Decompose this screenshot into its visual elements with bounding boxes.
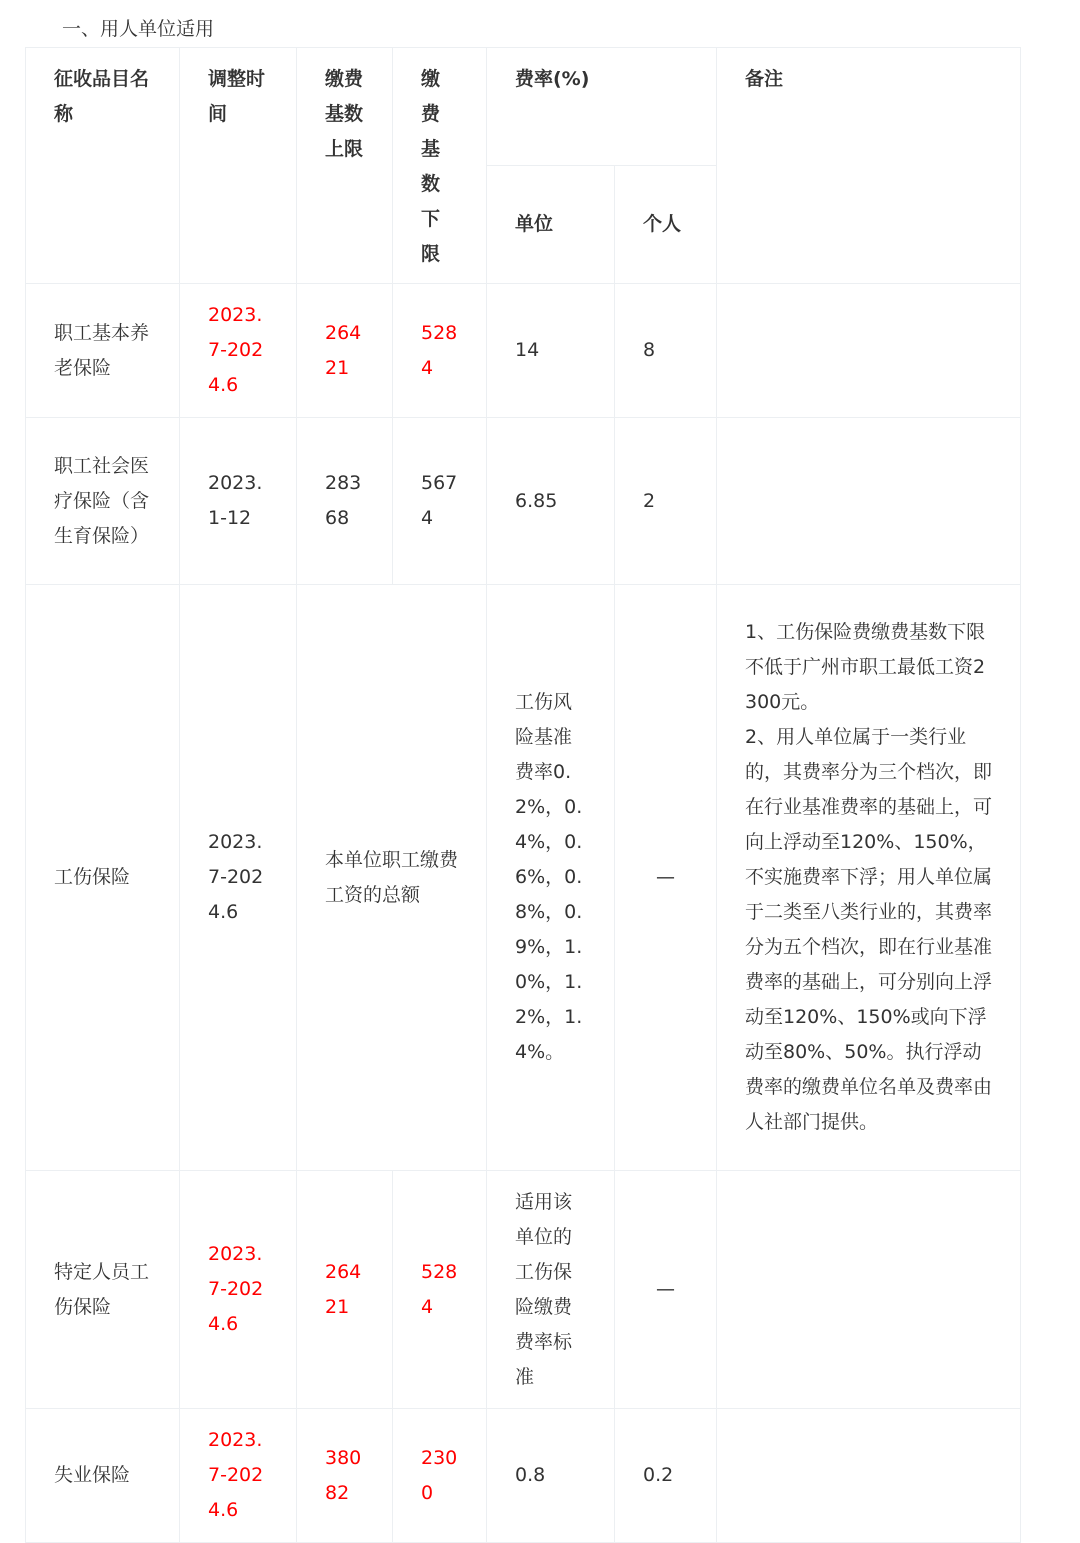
header-base-lower: 缴费基数下限 [393, 48, 487, 284]
header-base-upper: 缴费基数上限 [297, 48, 393, 284]
unit-rate: 0.8 [487, 1409, 615, 1543]
personal-rate: 2 [615, 418, 717, 585]
adjust-time: 2023.7-2024.6 [180, 1171, 297, 1409]
unit-rate: 14 [487, 284, 615, 418]
table-row [26, 284, 1021, 418]
header-item-name: 征收品目名称 [26, 48, 180, 284]
header-adjust-time: 调整时间 [180, 48, 297, 284]
remark [717, 1409, 1021, 1543]
remark [717, 1171, 1021, 1409]
table-row [26, 585, 1021, 1171]
header-rate-personal: 个人 [615, 166, 717, 284]
table-row [26, 1409, 1021, 1543]
personal-rate: — [615, 1171, 717, 1409]
remark [717, 418, 1021, 585]
remark [717, 284, 1021, 418]
section-title: 一、用人单位适用 [62, 18, 215, 40]
base-upper: 38082 [297, 1409, 393, 1543]
unit-rate: 适用该单位的工伤保险缴费费率标准 [487, 1171, 615, 1409]
unit-rate: 工伤风险基准费率0.2%，0.4%，0.6%，0.8%，0.9%，1.0%，1.2%，1.4%。 [487, 585, 615, 1171]
table-row [26, 418, 1021, 585]
adjust-time: 2023.7-2024.6 [180, 284, 297, 418]
base-upper: 26421 [297, 1171, 393, 1409]
base-lower: 2300 [393, 1409, 487, 1543]
base-upper: 26421 [297, 284, 393, 418]
contribution-base: 本单位职工缴费工资的总额 [297, 585, 487, 1171]
header-remark: 备注 [717, 48, 1021, 284]
table-row [26, 1171, 1021, 1409]
personal-rate: — [615, 585, 717, 1171]
contribution-table [25, 47, 1021, 1543]
base-lower: 5674 [393, 418, 487, 585]
remark [717, 585, 1021, 1171]
base-upper: 28368 [297, 418, 393, 585]
item-name: 职工社会医疗保险（含生育保险） [26, 418, 180, 585]
remark-item-1: 1、工伤保险费缴费基数下限不低于广州市职工最低工资2300元。 [745, 621, 986, 713]
base-lower: 5284 [393, 284, 487, 418]
adjust-time: 2023.1-12 [180, 418, 297, 585]
item-name: 工伤保险 [26, 585, 180, 1171]
unit-rate: 6.85 [487, 418, 615, 585]
adjust-time: 2023.7-2024.6 [180, 585, 297, 1171]
item-name: 失业保险 [26, 1409, 180, 1543]
base-lower: 5284 [393, 1171, 487, 1409]
header-row [26, 48, 1021, 166]
adjust-time: 2023.7-2024.6 [180, 1409, 297, 1543]
item-name: 特定人员工伤保险 [26, 1171, 180, 1409]
header-rate-unit: 单位 [487, 166, 615, 284]
remark-item-2: 2、用人单位属于一类行业的，其费率分为三个档次，即在行业基准费率的基础上，可向上浮动至120%、150%，不实施费率下浮；用人单位属于二类至八类行业的，其费率分为五个档次，即在行业基准费率的基础上，可分别向上浮动至120%、150%或向下浮动至80%、50%。执行浮动费率的缴费单位名单及费率由人社部门提供。 [745, 726, 993, 1133]
item-name: 职工基本养老保险 [26, 284, 180, 418]
header-rate: 费率(%) [487, 48, 717, 166]
personal-rate: 0.2 [615, 1409, 717, 1543]
personal-rate: 8 [615, 284, 717, 418]
